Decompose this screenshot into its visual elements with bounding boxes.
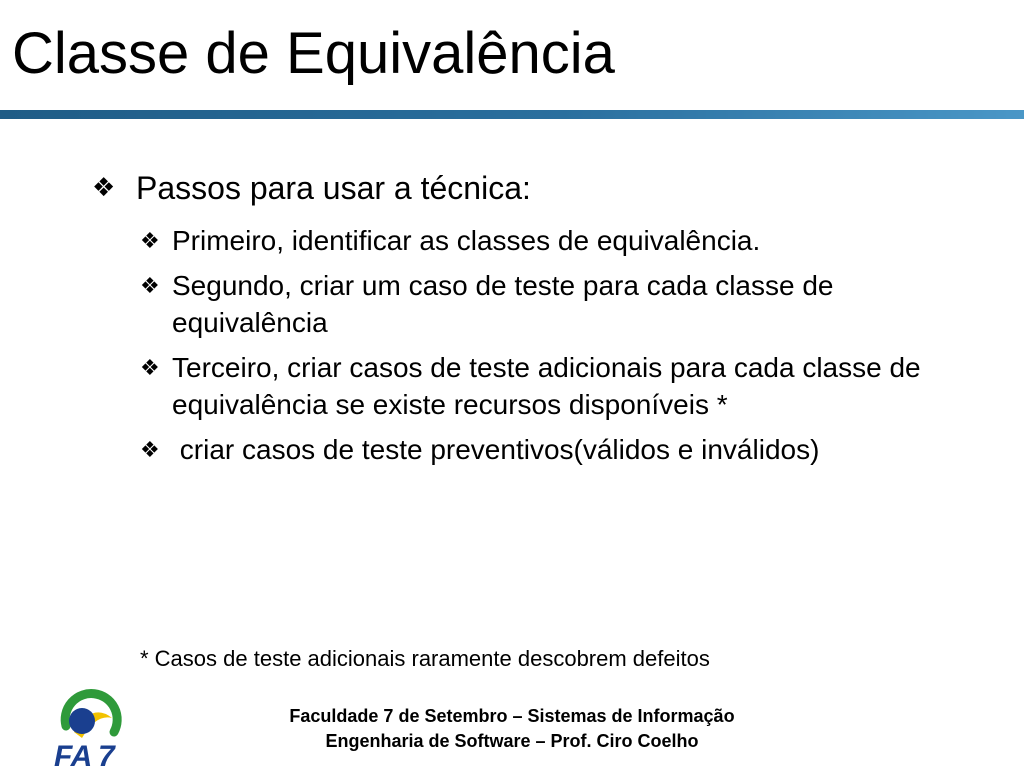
sub-bullet-item <box>140 267 970 341</box>
fa7-logo <box>52 688 132 768</box>
footer-line-2: Engenharia de Software – Prof. Ciro Coelho <box>325 731 699 751</box>
sub-bullet-text: Terceiro, criar casos de teste adicionais para cada classe de equivalência se existe recursos disponíveis * <box>172 352 921 420</box>
sub-bullet-text: Primeiro, identificar as classes de equivalência. <box>172 225 761 256</box>
svg-text:7: 7 <box>98 740 115 768</box>
diamond-bullet-icon: ❖ <box>140 273 160 298</box>
main-bullet <box>92 168 531 207</box>
diamond-bullet-icon: ❖ <box>140 228 160 253</box>
sub-bullet-item <box>140 222 970 259</box>
footnote: * Casos de teste adicionais raramente descobrem defeitos <box>140 646 710 671</box>
footer-line-1: Faculdade 7 de Setembro – Sistemas de Informação <box>289 706 735 726</box>
diamond-bullet-icon: ❖ <box>92 172 116 202</box>
sub-bullet-item <box>140 349 970 423</box>
diamond-bullet-icon: ❖ <box>140 355 160 380</box>
sub-bullet-list <box>140 222 970 476</box>
fa7-logo-graphic <box>52 688 132 768</box>
svg-text:FA: FA <box>54 740 93 768</box>
main-bullet-text: Passos para usar a técnica: <box>136 170 531 206</box>
diamond-bullet-icon: ❖ <box>140 437 160 462</box>
sub-bullet-item <box>140 431 970 468</box>
sub-bullet-text: criar casos de teste preventivos(válidos e inválidos) <box>172 434 820 465</box>
sub-bullet-text: Segundo, criar um caso de teste para cada classe de equivalência <box>172 270 834 338</box>
title-divider-bar <box>0 110 1024 119</box>
footer <box>212 704 812 754</box>
slide-title: Classe de Equivalência <box>12 21 615 86</box>
